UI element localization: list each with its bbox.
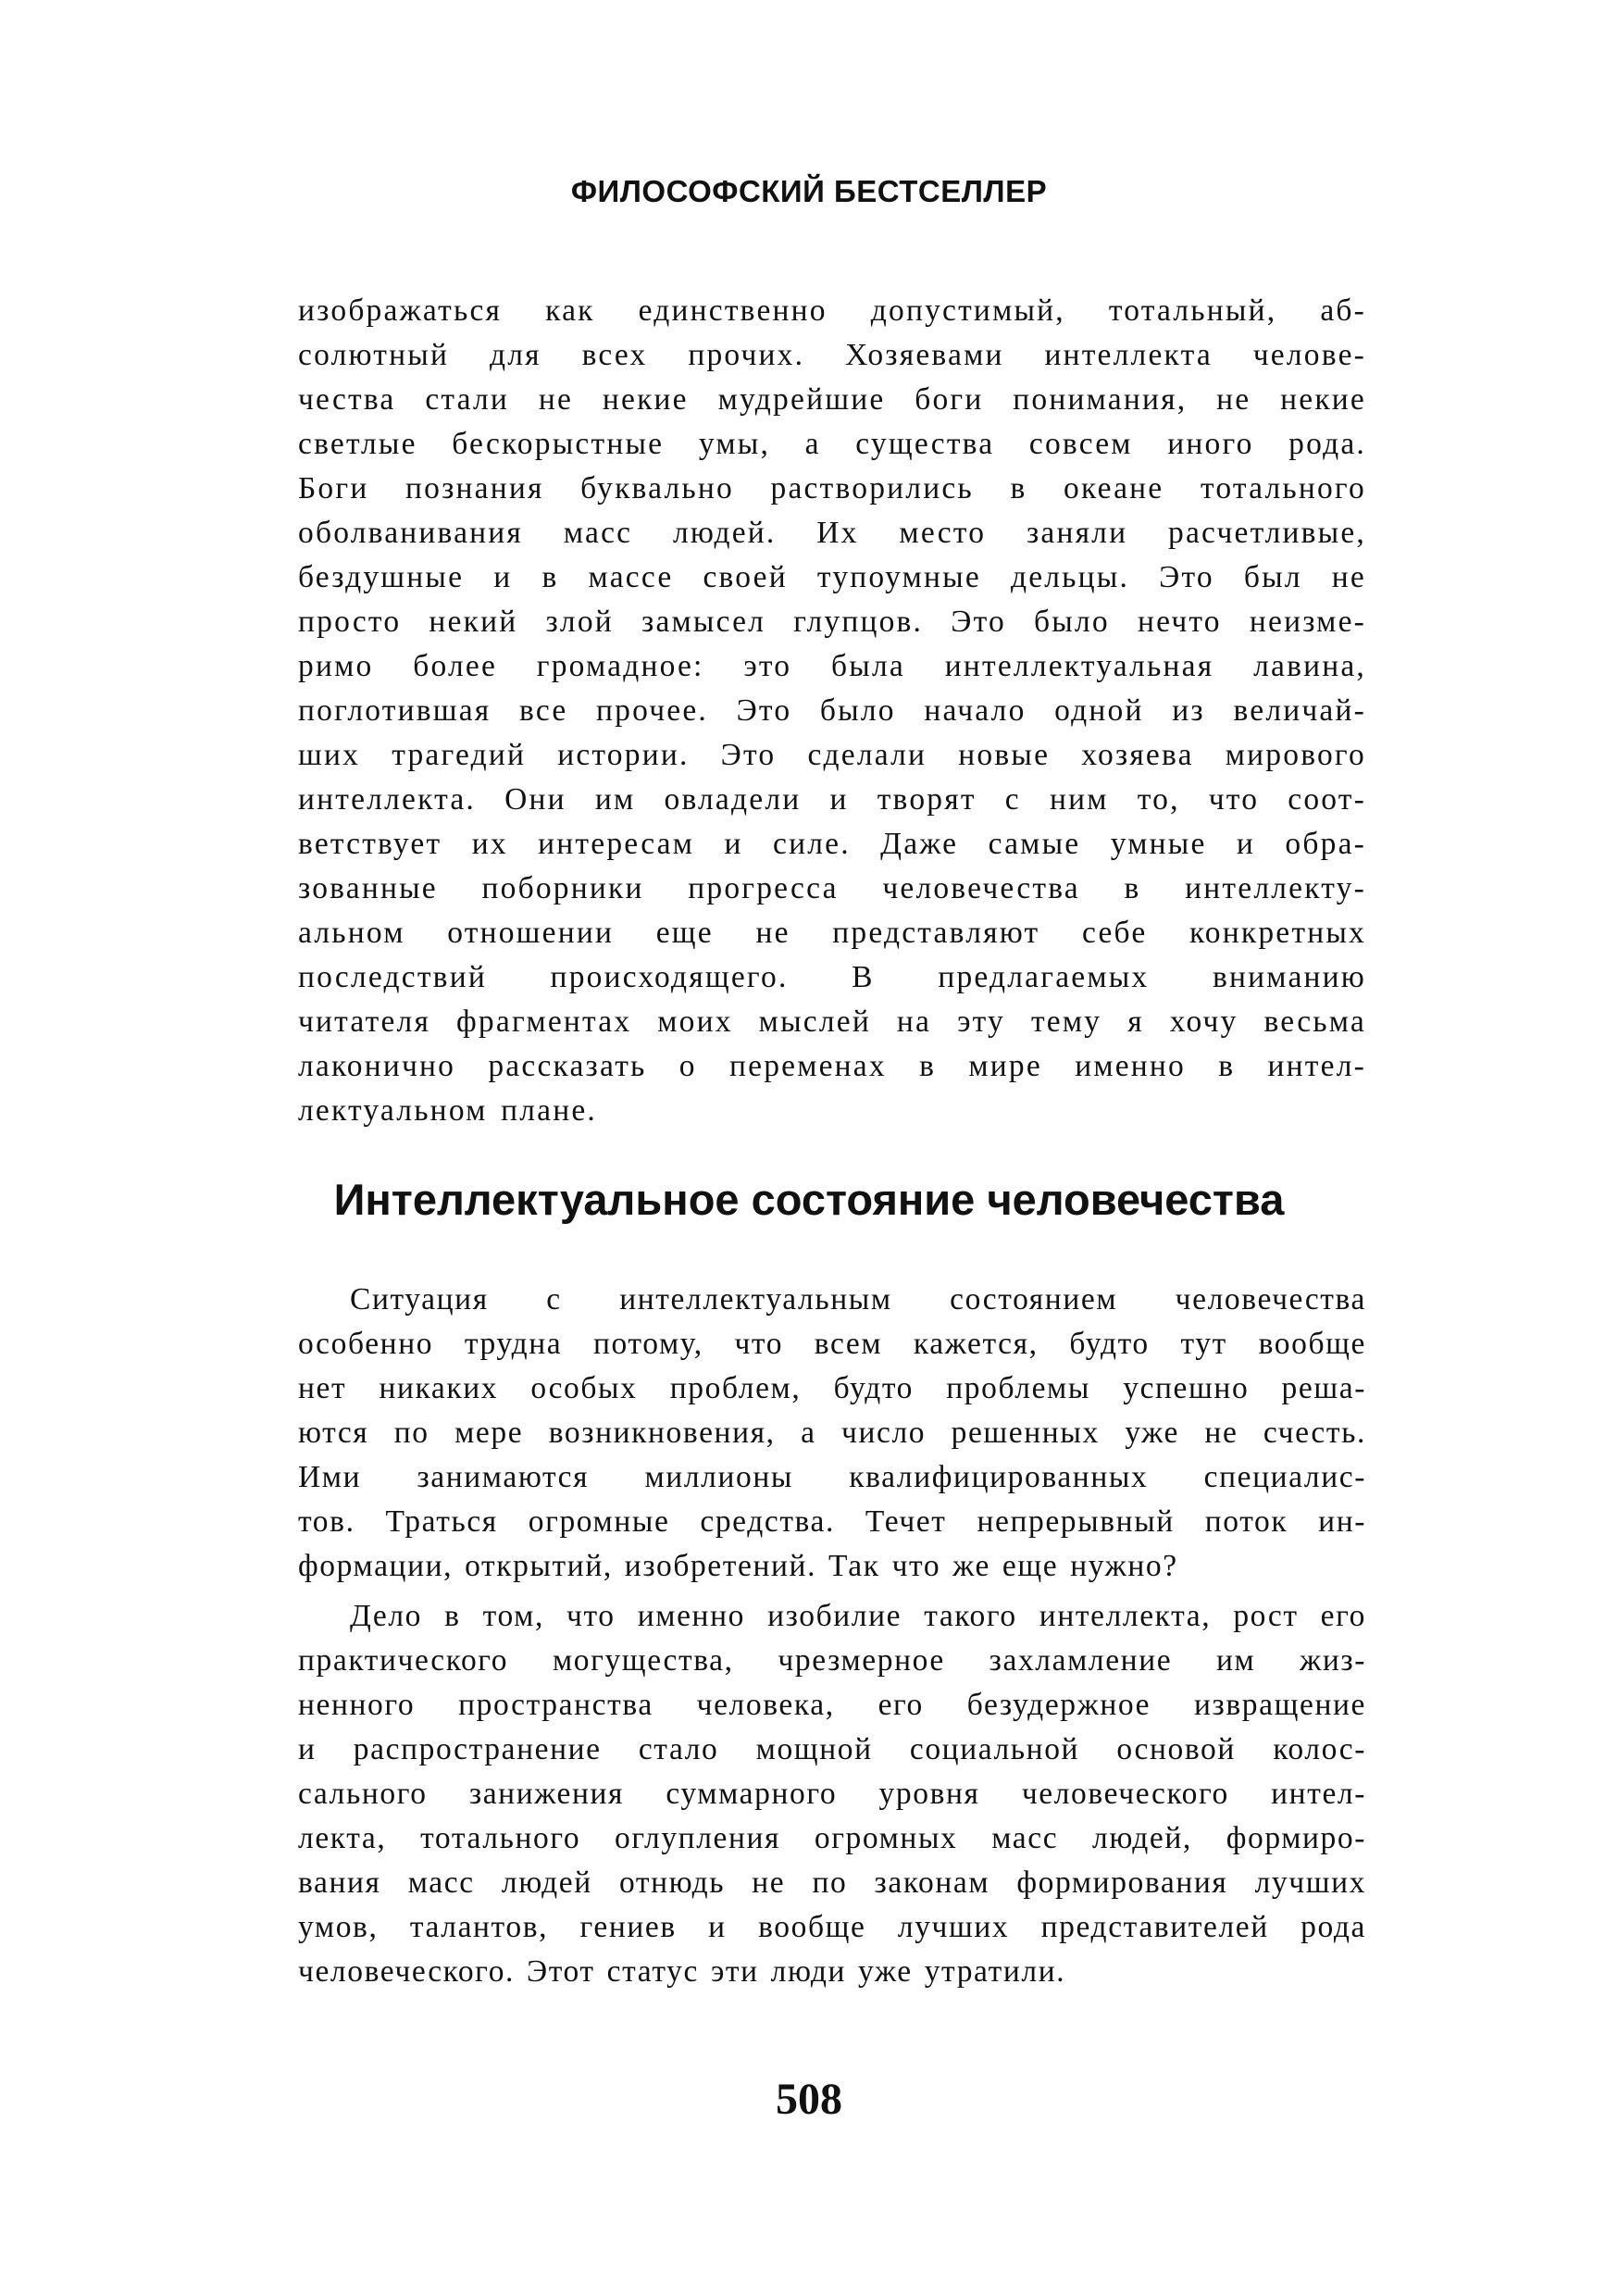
text-line: Ситуация с интеллектуальным состоянием человечества: [350, 1282, 1366, 1316]
text-line: бездушные и в массе своей тупоумные дельцы. Это был не: [298, 560, 1366, 594]
text-line: чества стали не некие мудрейшие боги понимания, не некие: [298, 382, 1366, 417]
text-line: ших трагедий истории. Это сделали новые хозяева мирового: [298, 738, 1366, 772]
text-line: оболванивания масс людей. Их место заняли расчетливые,: [298, 516, 1366, 550]
text-line: практического могущества, чрезмерное захламление им жиз-: [298, 1643, 1366, 1678]
text-line: лаконично рассказать о переменах в мире именно в интел-: [298, 1049, 1366, 1083]
running-head: ФИЛОСОФСКИЙ БЕСТСЕЛЛЕР: [570, 174, 1048, 208]
paragraph: [298, 1278, 1366, 1589]
text-line: интеллекта. Они им овладели и творят с ним то, что соот-: [298, 782, 1366, 817]
text-line: лекта, тотального оглупления огромных масс людей, формиро-: [298, 1821, 1366, 1855]
text-line: поглотившая все прочее. Это было начало одной из величай-: [298, 693, 1366, 728]
text-line: ненного пространства человека, его безудержное извращение: [298, 1688, 1366, 1722]
text-line: и распространение стало мощной социальной основой колос-: [298, 1732, 1366, 1766]
text-line: просто некий злой замысел глупцов. Это было нечто неизме-: [298, 605, 1366, 639]
text-line: сального занижения суммарного уровня человеческого интел-: [298, 1777, 1366, 1811]
text-line: лектуальном плане.: [298, 1093, 597, 1128]
text-line: ются по мере возникновения, а число решенных уже не счесть.: [298, 1416, 1366, 1450]
text-line: ветствует их интересам и силе. Даже самые умные и обра-: [298, 827, 1366, 861]
paragraph-continued: [298, 289, 1366, 1133]
text-line: зованные поборники прогресса человечества в интеллекту-: [298, 871, 1366, 905]
text-line: изображаться как единственно допустимый, тотальный, аб-: [298, 293, 1366, 328]
text-line: Боги познания буквально растворились в океане тотального: [298, 471, 1366, 505]
text-line: светлые бескорыстные умы, а существа совсем иного рода.: [298, 427, 1366, 461]
text-line: Дело в том, что именно изобилие такого интеллекта, рост его: [350, 1599, 1366, 1633]
page-number: 508: [776, 2075, 842, 2124]
text-line: римо более громадное: это была интеллектуальная лавина,: [298, 649, 1366, 683]
text-line: читателя фрагментах моих мыслей на эту тему я хочу весьма: [298, 1004, 1366, 1039]
text-line: последствий происходящего. В предлагаемых вниманию: [298, 960, 1366, 994]
text-line: умов, талантов, гениев и вообще лучших представителей рода: [298, 1910, 1366, 1944]
text-line: нет никаких особых проблем, будто проблемы успешно реша-: [298, 1371, 1366, 1405]
text-line: особенно трудна потому, что всем кажется, будто тут вообще: [298, 1327, 1366, 1361]
text-line: солютный для всех прочих. Хозяевами интеллекта челове-: [298, 338, 1366, 372]
text-line: альном отношении еще не представляют себе конкретных: [298, 916, 1366, 950]
text-line: вания масс людей отнюдь не по законам формирования лучших: [298, 1866, 1366, 1900]
text-line: формации, открытий, изобретений. Так что же еще нужно?: [298, 1549, 1178, 1583]
text-line: человеческого. Этот статус эти люди уже утратили.: [298, 1954, 1066, 1989]
section-heading: Интеллектуальное состояние человечества: [333, 1175, 1285, 1224]
text-line: тов. Траться огромные средства. Течет непрерывный поток ин-: [298, 1504, 1366, 1539]
text-line: Ими занимаются миллионы квалифицированных специалис-: [298, 1460, 1366, 1494]
paragraph: [298, 1594, 1366, 1994]
